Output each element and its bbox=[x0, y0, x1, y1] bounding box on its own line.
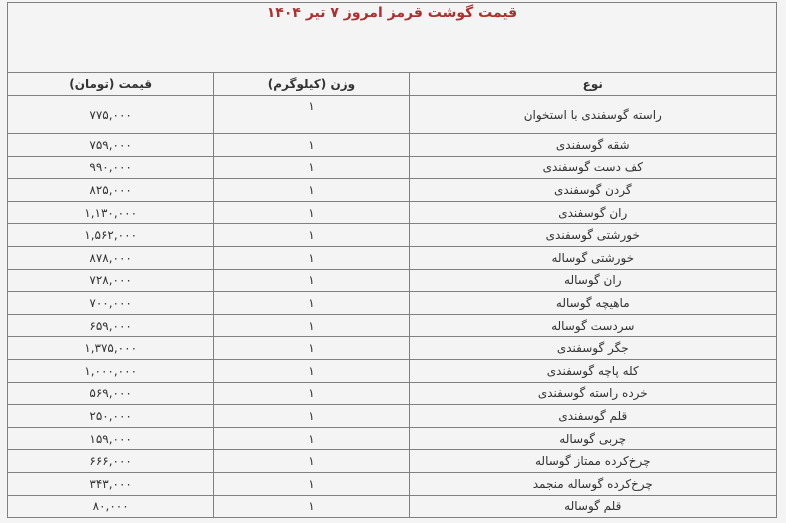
weight-cell: ۱ bbox=[214, 292, 409, 315]
type-cell: گردن گوسفندی bbox=[409, 179, 776, 202]
type-cell: چرخ‌کرده ممتاز گوساله bbox=[409, 450, 776, 473]
type-cell: راسته گوسفندی با استخوان bbox=[409, 96, 776, 134]
weight-cell: ۱ bbox=[214, 314, 409, 337]
type-cell: قلم گوساله bbox=[409, 495, 776, 518]
weight-cell: ۱ bbox=[214, 246, 409, 269]
type-cell: کف دست گوسفندی bbox=[409, 156, 776, 179]
type-cell: ران گوساله bbox=[409, 269, 776, 292]
title-row bbox=[8, 3, 777, 73]
price-cell: ۷۰۰,۰۰۰ bbox=[8, 292, 214, 315]
table-row bbox=[8, 314, 777, 337]
table-row bbox=[8, 450, 777, 473]
table-row bbox=[8, 495, 777, 518]
weight-cell: ۱ bbox=[214, 450, 409, 473]
table-row bbox=[8, 427, 777, 450]
weight-cell: ۱ bbox=[214, 359, 409, 382]
type-cell: چرخ‌کرده گوساله منجمد bbox=[409, 472, 776, 495]
type-cell: قلم گوسفندی bbox=[409, 405, 776, 428]
header-weight: وزن (کیلوگرم) bbox=[214, 73, 409, 96]
price-cell: ۱,۰۰۰,۰۰۰ bbox=[8, 359, 214, 382]
price-cell: ۵۶۹,۰۰۰ bbox=[8, 382, 214, 405]
header-type: نوع bbox=[409, 73, 776, 96]
price-cell: ۲۵۰,۰۰۰ bbox=[8, 405, 214, 428]
type-cell: کله پاچه گوسفندی bbox=[409, 359, 776, 382]
price-cell: ۸۷۸,۰۰۰ bbox=[8, 246, 214, 269]
type-cell: چربی گوساله bbox=[409, 427, 776, 450]
weight-cell: ۱ bbox=[214, 224, 409, 247]
price-cell: ۱,۵۶۲,۰۰۰ bbox=[8, 224, 214, 247]
table-row bbox=[8, 337, 777, 360]
weight-cell: ۱ bbox=[214, 201, 409, 224]
weight-cell: ۱ bbox=[214, 472, 409, 495]
weight-cell: ۱ bbox=[214, 495, 409, 518]
price-cell: ۱۵۹,۰۰۰ bbox=[8, 427, 214, 450]
table-row bbox=[8, 156, 777, 179]
price-cell: ۶۶۶,۰۰۰ bbox=[8, 450, 214, 473]
table-row bbox=[8, 269, 777, 292]
type-cell: ران گوسفندی bbox=[409, 201, 776, 224]
weight-cell: ۱ bbox=[214, 96, 409, 134]
weight-cell: ۱ bbox=[214, 134, 409, 157]
price-cell: ۷۲۸,۰۰۰ bbox=[8, 269, 214, 292]
table-row bbox=[8, 224, 777, 247]
type-cell: جگر گوسفندی bbox=[409, 337, 776, 360]
table-row bbox=[8, 292, 777, 315]
table-row bbox=[8, 246, 777, 269]
weight-cell: ۱ bbox=[214, 179, 409, 202]
table-row bbox=[8, 405, 777, 428]
type-cell: خورشتی گوساله bbox=[409, 246, 776, 269]
type-cell: سردست گوساله bbox=[409, 314, 776, 337]
weight-cell: ۱ bbox=[214, 269, 409, 292]
price-cell: ۱,۱۳۰,۰۰۰ bbox=[8, 201, 214, 224]
price-cell: ۱,۳۷۵,۰۰۰ bbox=[8, 337, 214, 360]
table-row bbox=[8, 179, 777, 202]
weight-cell: ۱ bbox=[214, 337, 409, 360]
type-cell: ماهیچه گوساله bbox=[409, 292, 776, 315]
price-cell: ۸۰,۰۰۰ bbox=[8, 495, 214, 518]
table-title: قیمت گوشت قرمز امروز ۷ تیر ۱۴۰۴ bbox=[8, 3, 777, 73]
table-row bbox=[8, 96, 777, 134]
type-cell: خورشتی گوسفندی bbox=[409, 224, 776, 247]
table-row bbox=[8, 134, 777, 157]
weight-cell: ۱ bbox=[214, 405, 409, 428]
price-cell: ۷۵۹,۰۰۰ bbox=[8, 134, 214, 157]
price-cell: ۷۷۵,۰۰۰ bbox=[8, 96, 214, 134]
header-row bbox=[8, 73, 777, 96]
weight-cell: ۱ bbox=[214, 382, 409, 405]
table-row bbox=[8, 359, 777, 382]
weight-cell: ۱ bbox=[214, 427, 409, 450]
header-price: قیمت (تومان) bbox=[8, 73, 214, 96]
meat-price-table bbox=[7, 2, 777, 518]
price-cell: ۹۹۰,۰۰۰ bbox=[8, 156, 214, 179]
price-cell: ۸۲۵,۰۰۰ bbox=[8, 179, 214, 202]
type-cell: خرده راسته گوسفندی bbox=[409, 382, 776, 405]
table-row bbox=[8, 201, 777, 224]
type-cell: شقه گوسفندی bbox=[409, 134, 776, 157]
table-row bbox=[8, 382, 777, 405]
price-cell: ۳۴۳,۰۰۰ bbox=[8, 472, 214, 495]
weight-cell: ۱ bbox=[214, 156, 409, 179]
price-cell: ۶۵۹,۰۰۰ bbox=[8, 314, 214, 337]
table-row bbox=[8, 472, 777, 495]
